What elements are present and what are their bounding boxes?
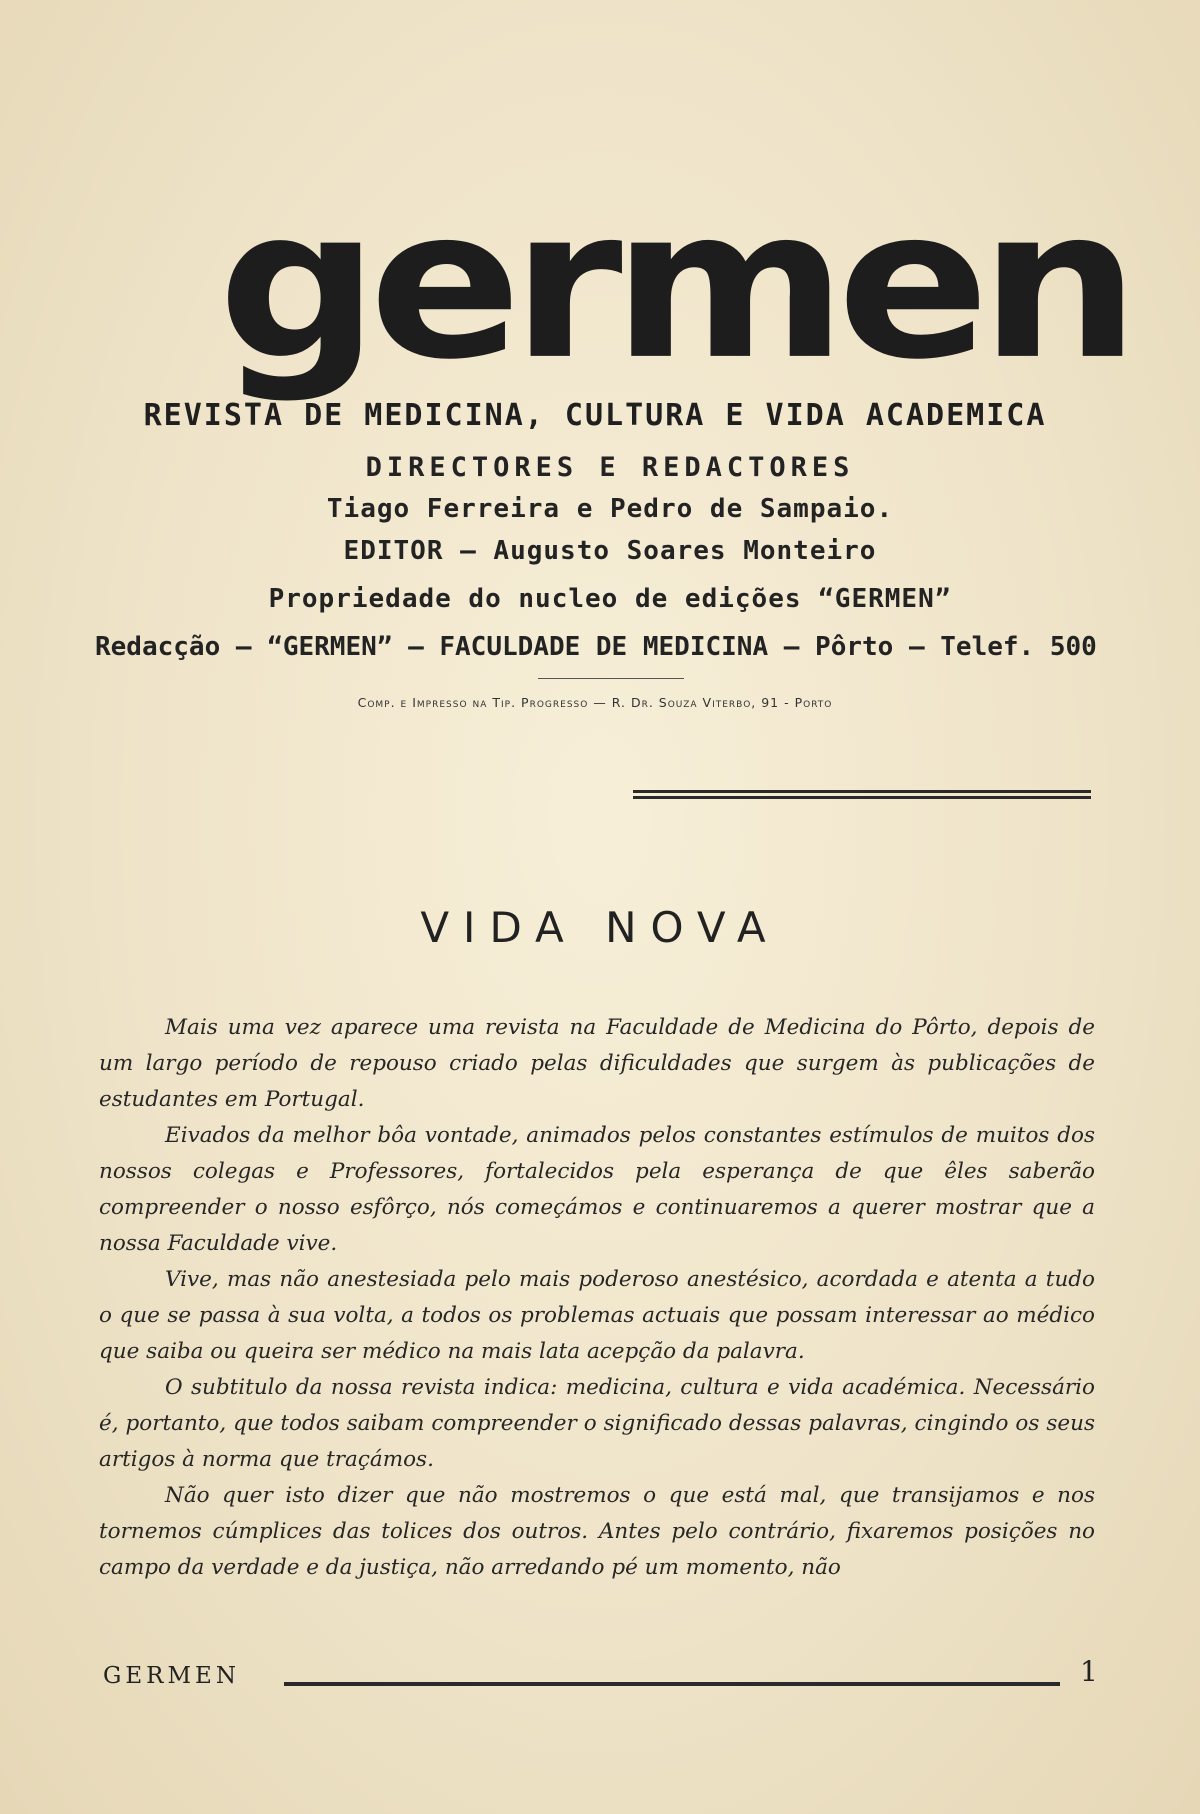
- redaccao-line: Redacção — “GERMEN” — FACULDADE DE MEDICINA — Pôrto — Telef. 500: [95, 632, 1097, 662]
- masthead-divider: [538, 678, 684, 679]
- article-paragraph: Eivados da melhor bôa vontade, animados pelos constantes estímulos de muitos dos nossos colegas e Professores, fortalecidos pela esperança de que êles saberão compreender o nosso esfôrço, nós começámos e continuaremos a querer mostrar que a nossa Faculdade vive.: [99, 1123, 1095, 1256]
- article-paragraph: Vive, mas não anestesiada pelo mais poderoso anestésico, acordada e atenta a tudo o que se passa à sua volta, a todos os problemas actuais que possam interessar ao médico que saiba ou queira ser médico na mais lata acepção da palavra.: [99, 1267, 1095, 1364]
- article-paragraph: Mais uma vez aparece uma revista na Faculdade de Medicina do Pôrto, depois de um largo período de repouso criado pelas dificuldades que surgem às publicações de estudantes em Portugal.: [99, 1015, 1095, 1112]
- article-paragraph: O subtitulo da nossa revista indica: medicina, cultura e vida académica. Necessário é, portanto, que todos saibam compreender o significado dessas palavras, cingindo os seus artigos à norma que traçámos.: [99, 1375, 1095, 1472]
- article-title: VIDA NOVA: [420, 903, 780, 952]
- article-body: [99, 1010, 1095, 1586]
- property-line: Propriedade do nucleo de edições “GERMEN”: [268, 584, 952, 614]
- directors-names: Tiago Ferreira e Pedro de Sampaio.: [326, 494, 894, 524]
- masthead-logo: germen: [218, 164, 1130, 406]
- footer-journal-name: GERMEN: [103, 1663, 240, 1689]
- page-number: 1: [1080, 1655, 1098, 1688]
- masthead-subtitle: REVISTA DE MEDICINA, CULTURA E VIDA ACADEMICA: [143, 398, 1047, 433]
- section-double-rule: [633, 790, 1091, 799]
- printer-credit: Comp. e Impresso na Tip. Progresso — R. Dr. Souza Viterbo, 91 - Porto: [357, 695, 833, 710]
- article-paragraph: Não quer isto dizer que não mostremos o que está mal, que transijamos e nos tornemos cúmplices das tolices dos outros. Antes pelo contrário, fixaremos posições no campo da verdade e da justiça, não arredando pé um momento, não: [99, 1483, 1095, 1580]
- directors-heading: DIRECTORES E REDACTORES: [365, 452, 855, 483]
- editor-line: EDITOR — Augusto Soares Monteiro: [343, 536, 877, 566]
- footer-rule: [284, 1682, 1060, 1686]
